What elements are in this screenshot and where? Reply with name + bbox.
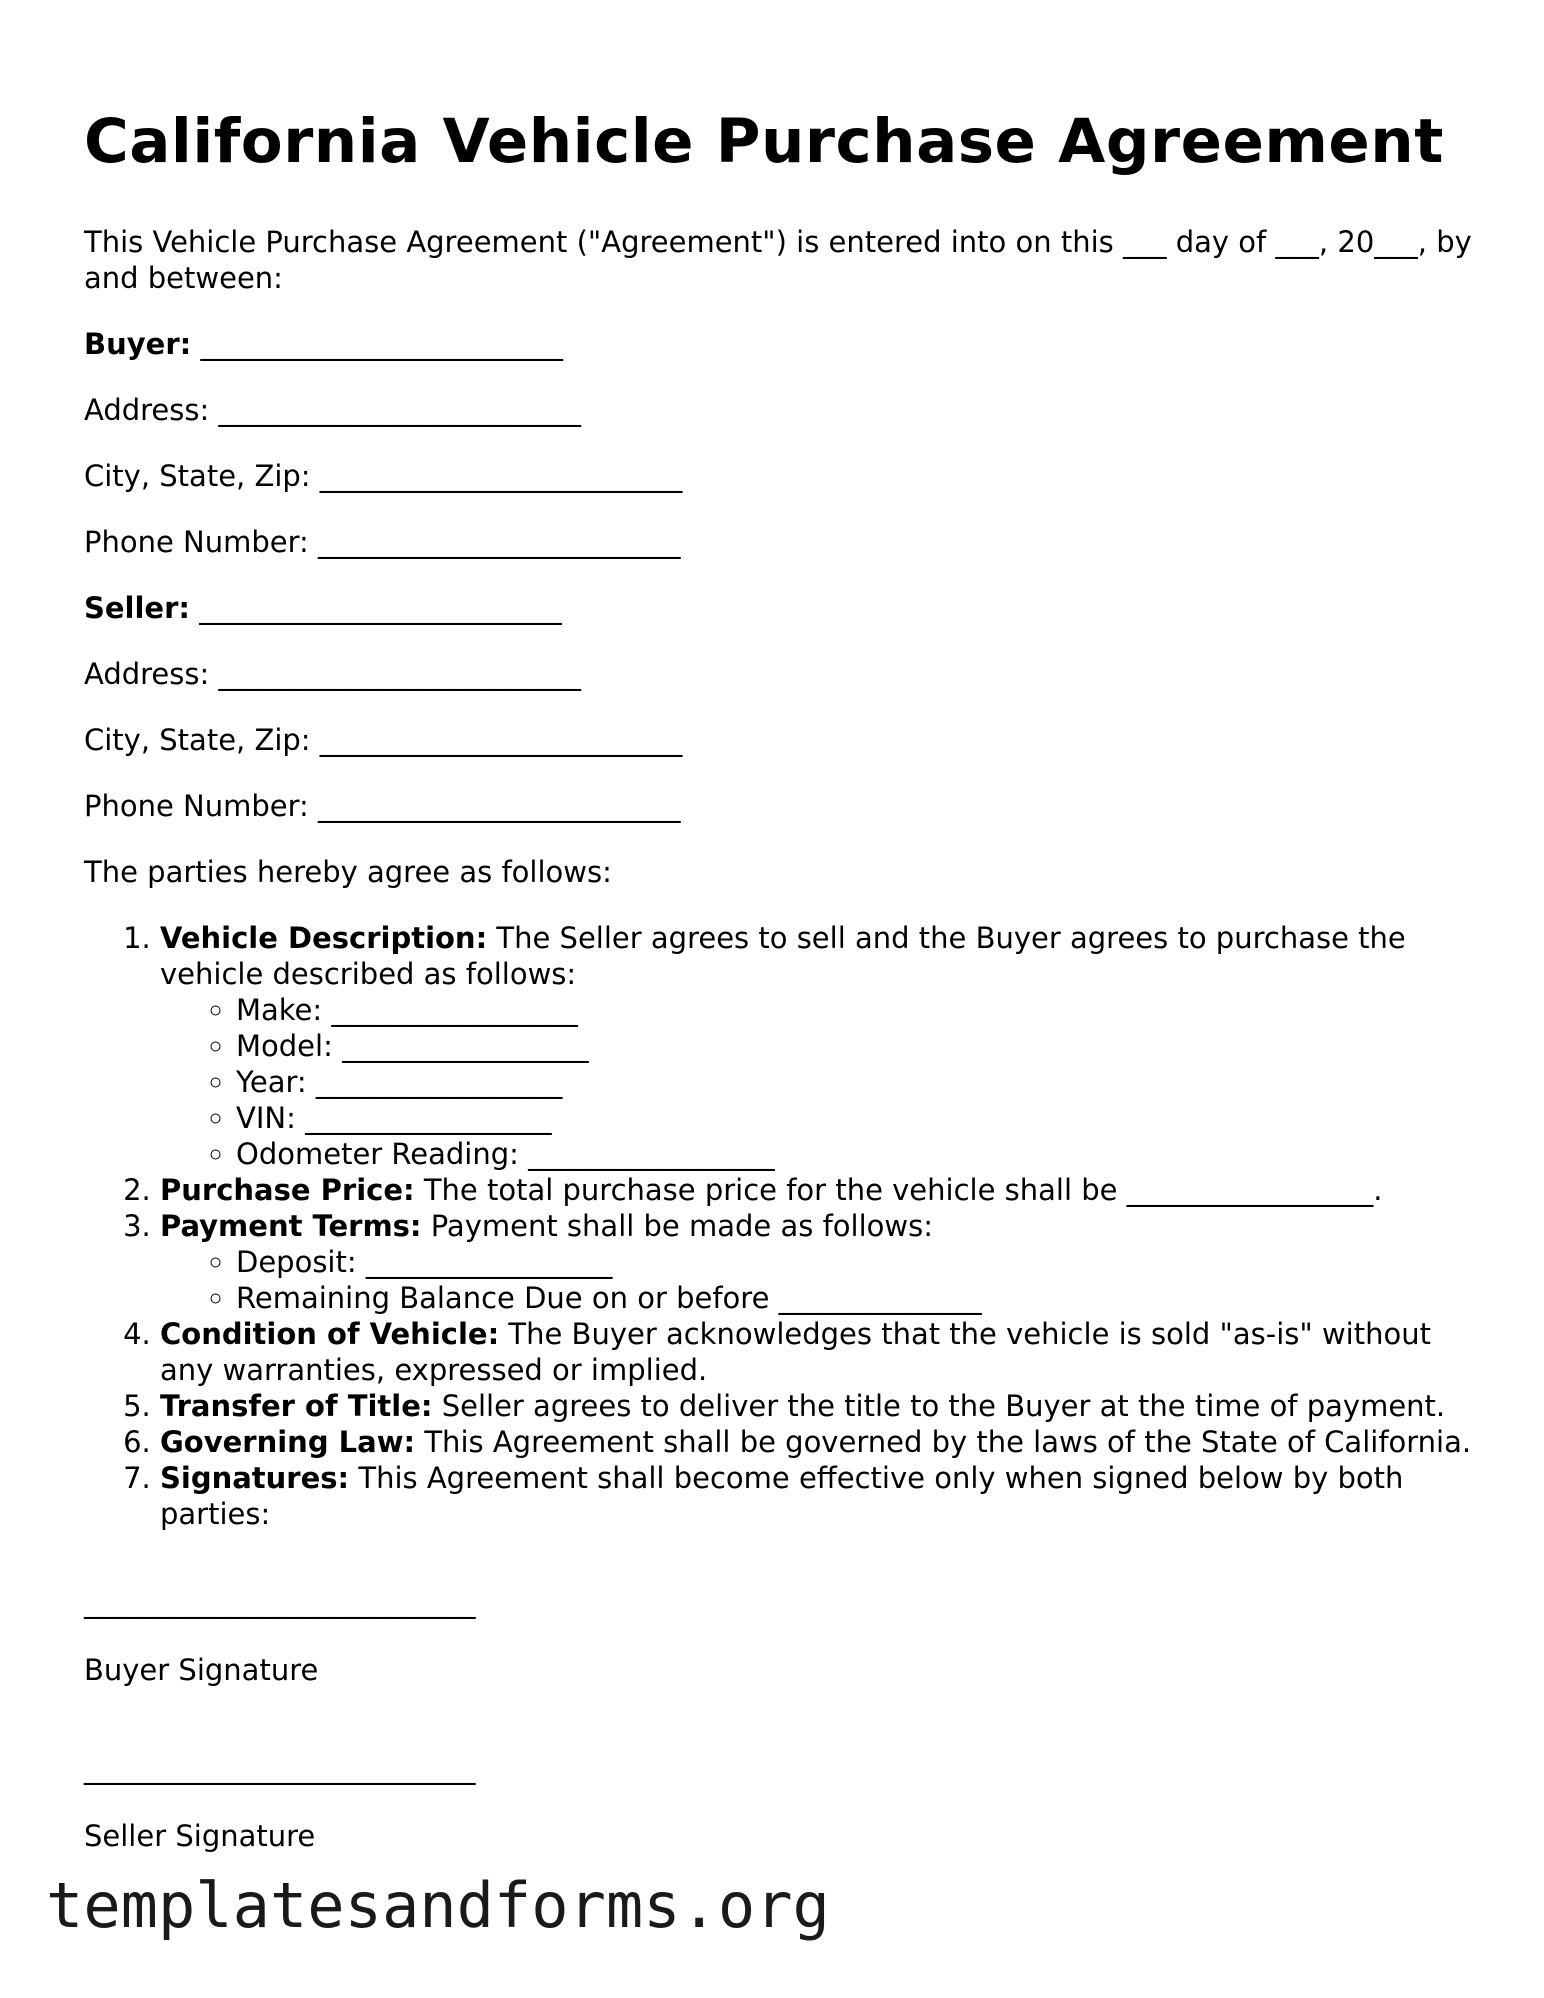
- seller-phone-blank[interactable]: _________________________: [318, 789, 681, 823]
- model-label: Model:: [236, 1029, 333, 1063]
- seller-city-label: City, State, Zip:: [84, 723, 311, 757]
- buyer-address-field[interactable]: [84, 392, 1474, 428]
- term-transfer-title: [160, 1388, 1474, 1424]
- watermark-text: templatesandforms.org: [46, 1869, 830, 1942]
- model-blank[interactable]: _________________: [342, 1029, 589, 1063]
- odometer-field[interactable]: [236, 1136, 1474, 1172]
- term-text: The total purchase price for the vehicle shall be _________________.: [423, 1173, 1383, 1207]
- buyer-phone-label: Phone Number:: [84, 525, 309, 559]
- term-heading: Vehicle Description:: [160, 921, 488, 955]
- seller-name-blank[interactable]: _________________________: [199, 591, 562, 625]
- seller-address-blank[interactable]: _________________________: [218, 657, 581, 691]
- term-vehicle-description: [160, 920, 1474, 1172]
- agreement-page: [84, 100, 1474, 1916]
- seller-signature-line[interactable]: ___________________________: [84, 1751, 476, 1785]
- buyer-name-blank[interactable]: _________________________: [200, 327, 563, 361]
- balance-due-field[interactable]: [236, 1280, 1474, 1316]
- term-text: This Agreement shall become effective only when signed below by both parties:: [160, 1461, 1404, 1531]
- term-text: The Buyer acknowledges that the vehicle is sold "as-is" without any warranties, expressed or implied.: [160, 1317, 1431, 1387]
- odometer-label: Odometer Reading:: [236, 1137, 519, 1171]
- seller-heading: Seller:: [84, 591, 191, 625]
- vehicle-details-list: [160, 992, 1474, 1172]
- buyer-city-label: City, State, Zip:: [84, 459, 311, 493]
- buyer-name-field[interactable]: [84, 326, 1474, 362]
- model-field[interactable]: [236, 1028, 1474, 1064]
- terms-list: [84, 920, 1474, 1532]
- term-heading: Transfer of Title:: [160, 1389, 433, 1423]
- deposit-blank[interactable]: _________________: [365, 1245, 613, 1279]
- term-purchase-price: [160, 1172, 1474, 1208]
- term-heading: Payment Terms:: [160, 1209, 422, 1243]
- make-field[interactable]: [236, 992, 1474, 1028]
- buyer-address-label: Address:: [84, 393, 210, 427]
- intro-paragraph: This Vehicle Purchase Agreement ("Agreement") is entered into on this ___ day of ___, 20___, by and between:: [84, 225, 1472, 295]
- vin-field[interactable]: [236, 1100, 1474, 1136]
- odometer-blank[interactable]: _________________: [528, 1137, 775, 1171]
- buyer-city-field[interactable]: [84, 458, 1474, 494]
- year-field[interactable]: [236, 1064, 1474, 1100]
- year-label: Year:: [236, 1065, 307, 1099]
- term-governing-law: [160, 1424, 1474, 1460]
- balance-due-blank[interactable]: ______________: [778, 1281, 982, 1315]
- term-payment-terms: [160, 1208, 1474, 1316]
- term-signatures: [160, 1460, 1474, 1532]
- document-title: California Vehicle Purchase Agreement: [84, 106, 1444, 177]
- deposit-field[interactable]: [236, 1244, 1474, 1280]
- seller-city-blank[interactable]: _________________________: [319, 723, 683, 757]
- term-heading: Purchase Price:: [160, 1173, 415, 1207]
- make-label: Make:: [236, 993, 323, 1027]
- buyer-city-blank[interactable]: _________________________: [319, 459, 683, 493]
- year-blank[interactable]: _________________: [315, 1065, 563, 1099]
- seller-name-field[interactable]: [84, 590, 1474, 626]
- term-condition: [160, 1316, 1474, 1388]
- seller-signature-label: Seller Signature: [84, 1819, 316, 1853]
- seller-phone-label: Phone Number:: [84, 789, 309, 823]
- term-text: The Seller agrees to sell and the Buyer agrees to purchase the vehicle described as follows:: [160, 921, 1406, 991]
- seller-address-label: Address:: [84, 657, 210, 691]
- term-heading: Signatures:: [160, 1461, 350, 1495]
- seller-city-field[interactable]: [84, 722, 1474, 758]
- term-text: Payment shall be made as follows:: [430, 1209, 933, 1243]
- buyer-phone-field[interactable]: [84, 524, 1474, 560]
- term-text: Seller agrees to deliver the title to the Buyer at the time of payment.: [441, 1389, 1446, 1423]
- term-heading: Governing Law:: [160, 1425, 416, 1459]
- balance-due-label: Remaining Balance Due on or before: [236, 1281, 770, 1315]
- vin-label: VIN:: [236, 1101, 296, 1135]
- seller-address-field[interactable]: [84, 656, 1474, 692]
- deposit-label: Deposit:: [236, 1245, 357, 1279]
- buyer-heading: Buyer:: [84, 327, 192, 361]
- make-blank[interactable]: _________________: [331, 993, 578, 1027]
- buyer-phone-blank[interactable]: _________________________: [318, 525, 681, 559]
- term-text: This Agreement shall be governed by the laws of the State of California.: [424, 1425, 1472, 1459]
- vin-blank[interactable]: _________________: [305, 1101, 552, 1135]
- seller-phone-field[interactable]: [84, 788, 1474, 824]
- term-heading: Condition of Vehicle:: [160, 1317, 500, 1351]
- buyer-signature-line[interactable]: ___________________________: [84, 1585, 476, 1619]
- buyer-signature-label: Buyer Signature: [84, 1653, 319, 1687]
- agree-line: The parties hereby agree as follows:: [84, 855, 612, 889]
- buyer-address-blank[interactable]: _________________________: [218, 393, 581, 427]
- payment-details-list: [160, 1244, 1474, 1316]
